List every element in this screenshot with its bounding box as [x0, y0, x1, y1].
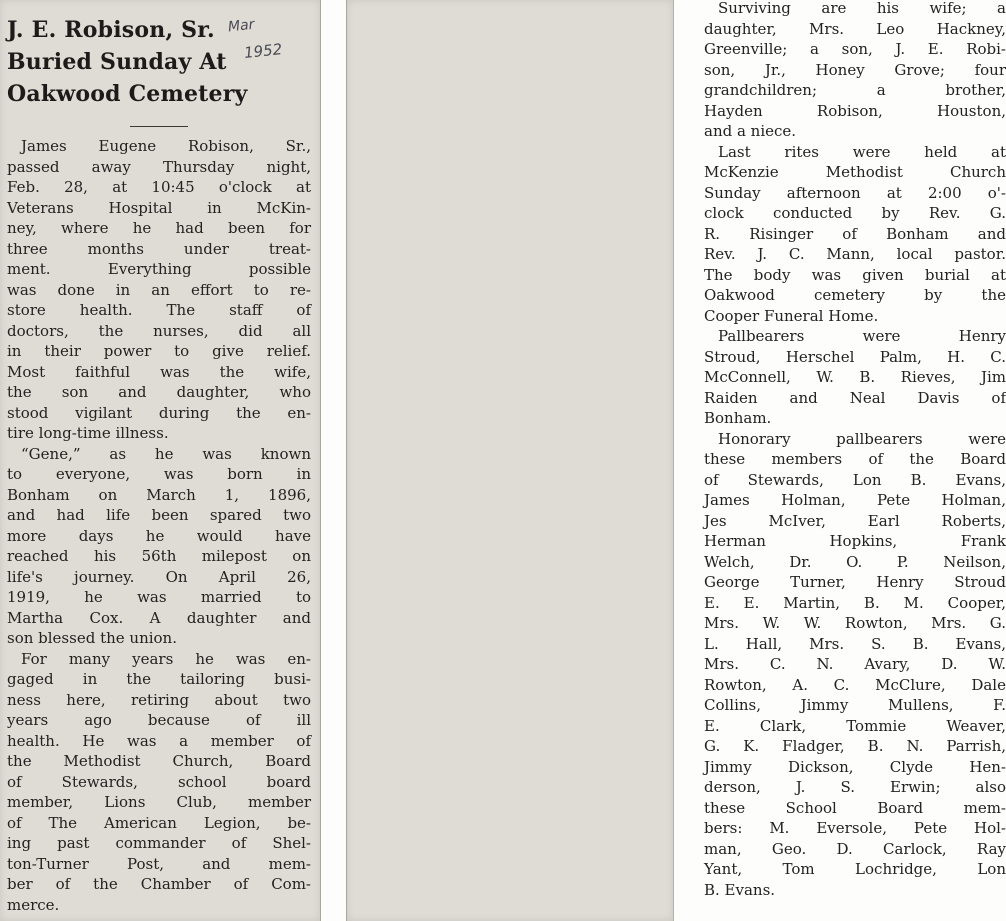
headline-line: J. E. Robison, Sr. — [7, 17, 215, 43]
article-line: man, Geo. D. Carlock, Ray — [704, 839, 1006, 858]
article-column-left — [7, 136, 311, 915]
article-line: the Methodist Church, Board — [7, 752, 311, 770]
article-line: E. E. Martin, B. M. Cooper, — [704, 593, 1006, 612]
article-line: George Turner, Henry Stroud — [704, 573, 1006, 591]
article-line: life's journey. On April 26, — [7, 567, 311, 586]
article-line: more days he would have — [7, 526, 311, 545]
article-line: stood vigilant during the en- — [7, 403, 311, 422]
headline-divider — [130, 126, 188, 127]
article-line: Most faithful was the wife, — [7, 362, 311, 381]
article-line: clock conducted by Rev. G. — [704, 204, 1006, 222]
article-line: three months under treat- — [7, 239, 311, 258]
article-line: son blessed the union. — [7, 629, 177, 647]
article-line: of Stewards, school board — [7, 772, 311, 791]
newspaper-clipping-left — [0, 0, 321, 921]
article-line: tire long-time illness. — [7, 424, 169, 442]
article-line: McConnell, W. B. Rieves, Jim — [704, 368, 1006, 386]
article-line: in their power to give relief. — [7, 342, 311, 360]
article-line: these School Board mem- — [704, 798, 1006, 817]
article-line: son, Jr., Honey Grove; four — [704, 60, 1006, 79]
article-line: 1919, he was married to — [7, 588, 311, 606]
article-line: health. He was a member of — [7, 731, 311, 750]
article-line: ber of the Chamber of Com- — [7, 875, 311, 893]
headline-line: Buried Sunday At — [7, 49, 227, 75]
article-line: Bonham on March 1, 1896, — [7, 485, 311, 504]
article-line: Bonham. — [704, 409, 772, 427]
article-line: Sunday afternoon at 2:00 o'- — [704, 183, 1006, 202]
article-line: Martha Cox. A daughter and — [7, 608, 311, 627]
article-line: grandchildren; a brother, — [704, 81, 1006, 99]
article-line: B. Evans. — [704, 880, 776, 899]
article-line: L. Hall, Mrs. S. B. Evans, — [704, 634, 1006, 653]
obituary-headline — [7, 14, 317, 110]
article-line: of Stewards, Lon B. Evans, — [704, 470, 1006, 489]
article-line: Feb. 28, at 10:45 o'clock at — [7, 178, 311, 196]
article-line: of The American Legion, be- — [7, 813, 311, 832]
article-line: G. K. Fladger, B. N. Parrish, — [704, 737, 1006, 755]
article-line: passed away Thursday night, — [7, 157, 311, 176]
article-line: James Holman, Pete Holman, — [704, 491, 1006, 509]
article-line: these members of the Board — [704, 450, 1006, 468]
article-line: store health. The staff of — [7, 301, 311, 319]
article-line: Collins, Jimmy Mullens, F. — [704, 696, 1006, 714]
article-line: Greenville; a son, J. E. Robi- — [704, 40, 1006, 58]
handwritten-month-note: Mar — [227, 16, 256, 36]
newspaper-clipping-right — [346, 0, 1006, 921]
article-line: ney, where he had been for — [7, 219, 311, 237]
article-line: James Eugene Robison, Sr., — [21, 137, 311, 155]
article-line: For many years he was en- — [21, 649, 311, 668]
article-line: bers: M. Eversole, Pete Hol- — [704, 819, 1006, 837]
article-line: Surviving are his wife; a — [718, 0, 1006, 17]
handwritten-year-note: 1952 — [243, 40, 284, 62]
article-line: to everyone, was born in — [7, 465, 311, 483]
article-line: Oakwood cemetery by the — [704, 286, 1006, 304]
article-line: ton-Turner Post, and mem- — [7, 854, 311, 873]
headline-line: Oakwood Cemetery — [7, 81, 248, 107]
article-line: Honorary pallbearers were — [718, 429, 1006, 448]
article-line: R. Risinger of Bonham and — [704, 224, 1006, 243]
article-line: Herman Hopkins, Frank — [704, 532, 1006, 550]
article-line: Jes McIver, Earl Roberts, — [704, 511, 1006, 530]
article-line: Yant, Tom Lochridge, Lon — [704, 860, 1006, 878]
article-line: Hayden Robison, Houston, — [704, 101, 1006, 120]
article-line: Jimmy Dickson, Clyde Hen- — [704, 757, 1006, 776]
article-line: Cooper Funeral Home. — [704, 306, 879, 325]
article-line: and had life been spared two — [7, 506, 311, 524]
article-line: Raiden and Neal Davis of — [704, 388, 1006, 407]
article-line: Rev. J. C. Mann, local pastor. — [704, 245, 1006, 263]
article-line: the son and daughter, who — [7, 383, 311, 401]
article-line: doctors, the nurses, did all — [7, 321, 311, 340]
article-line: Rowton, A. C. McClure, Dale — [704, 675, 1006, 694]
article-line: The body was given burial at — [704, 265, 1006, 284]
article-line: Pallbearers were Henry — [718, 327, 1006, 345]
article-line: ing past commander of Shel- — [7, 834, 311, 852]
article-line: was done in an effort to re- — [7, 280, 311, 299]
article-line: Welch, Dr. O. P. Neilson, — [704, 552, 1006, 571]
article-line: Veterans Hospital in McKin- — [7, 198, 311, 217]
article-line: derson, J. S. Erwin; also — [704, 778, 1006, 796]
article-line: merce. — [7, 895, 60, 914]
article-line: McKenzie Methodist Church — [704, 163, 1006, 181]
article-line: and a niece. — [704, 122, 797, 140]
article-line: ness here, retiring about two — [7, 690, 311, 709]
article-column-right — [704, 2, 1006, 900]
article-line: Stroud, Herschel Palm, H. C. — [704, 347, 1006, 366]
article-line: Mrs. W. W. Rowton, Mrs. G. — [704, 614, 1006, 632]
article-line: years ago because of ill — [7, 711, 311, 729]
article-line: reached his 56th milepost on — [7, 547, 311, 565]
article-line: Mrs. C. N. Avary, D. W. — [704, 655, 1006, 673]
article-line: E. Clark, Tommie Weaver, — [704, 716, 1006, 735]
article-line: ment. Everything possible — [7, 260, 311, 278]
article-line: Last rites were held at — [718, 142, 1006, 161]
article-line: gaged in the tailoring busi- — [7, 670, 311, 688]
article-line: “Gene,” as he was known — [21, 444, 311, 463]
article-line: member, Lions Club, member — [7, 793, 311, 811]
article-line: daughter, Mrs. Leo Hackney, — [704, 19, 1006, 38]
